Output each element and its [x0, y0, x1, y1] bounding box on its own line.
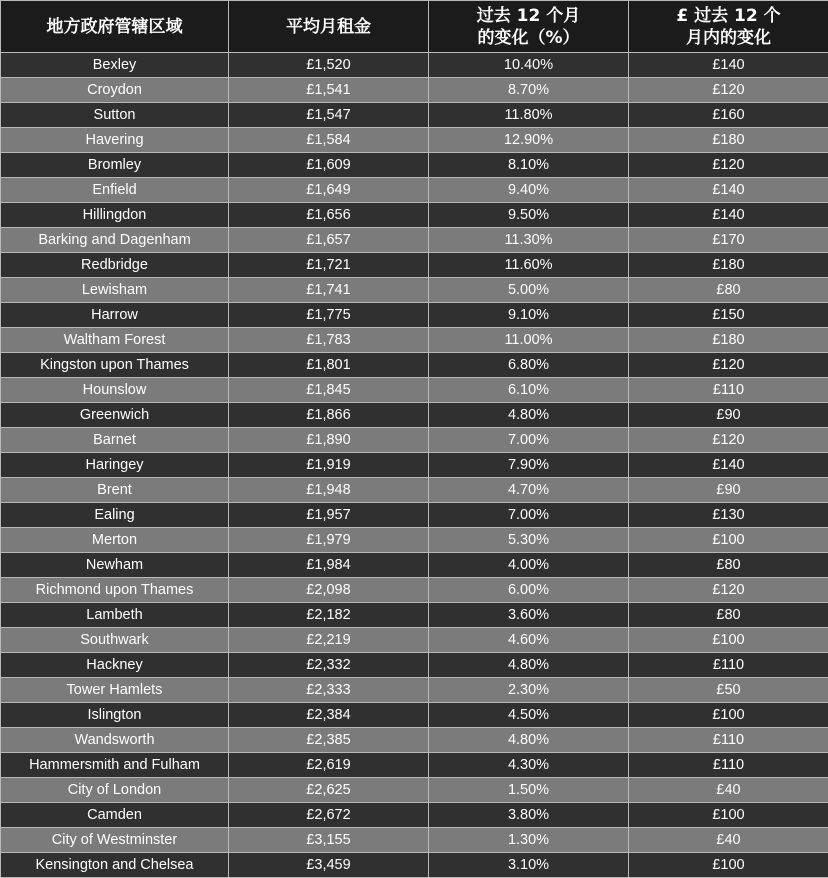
cell-borough: City of London	[1, 778, 229, 803]
cell-change-gbp: £110	[629, 653, 828, 678]
cell-avg-rent: £2,098	[229, 578, 429, 603]
cell-change-percent: 4.80%	[429, 403, 629, 428]
cell-borough: Islington	[1, 703, 229, 728]
cell-borough: Havering	[1, 128, 229, 153]
table-row	[1, 53, 828, 78]
cell-avg-rent: £2,619	[229, 753, 429, 778]
table-row	[1, 253, 828, 278]
cell-avg-rent: £1,721	[229, 253, 429, 278]
cell-change-percent: 2.30%	[429, 678, 629, 703]
table-row	[1, 403, 828, 428]
table-row	[1, 153, 828, 178]
cell-change-percent: 6.80%	[429, 353, 629, 378]
cell-change-gbp: £140	[629, 53, 828, 78]
cell-change-gbp: £100	[629, 628, 828, 653]
cell-change-percent: 12.90%	[429, 128, 629, 153]
table-row	[1, 378, 828, 403]
cell-change-percent: 1.30%	[429, 828, 629, 853]
table-row	[1, 478, 828, 503]
cell-borough: Newham	[1, 553, 229, 578]
cell-change-gbp: £180	[629, 253, 828, 278]
cell-change-percent: 4.70%	[429, 478, 629, 503]
table-row	[1, 553, 828, 578]
header-borough: 地方政府管辖区域	[1, 1, 229, 53]
cell-change-percent: 7.00%	[429, 428, 629, 453]
cell-avg-rent: £1,890	[229, 428, 429, 453]
cell-change-percent: 4.00%	[429, 553, 629, 578]
cell-change-percent: 5.00%	[429, 278, 629, 303]
cell-avg-rent: £1,984	[229, 553, 429, 578]
cell-avg-rent: £1,741	[229, 278, 429, 303]
cell-change-percent: 1.50%	[429, 778, 629, 803]
cell-change-percent: 8.10%	[429, 153, 629, 178]
cell-borough: Hounslow	[1, 378, 229, 403]
cell-change-gbp: £100	[629, 528, 828, 553]
cell-change-gbp: £180	[629, 128, 828, 153]
cell-borough: Bexley	[1, 53, 229, 78]
cell-borough: Haringey	[1, 453, 229, 478]
cell-avg-rent: £1,866	[229, 403, 429, 428]
cell-borough: Greenwich	[1, 403, 229, 428]
table-row	[1, 728, 828, 753]
cell-change-gbp: £100	[629, 853, 828, 878]
cell-borough: Barnet	[1, 428, 229, 453]
cell-change-percent: 4.60%	[429, 628, 629, 653]
table-row	[1, 103, 828, 128]
cell-change-gbp: £130	[629, 503, 828, 528]
cell-avg-rent: £1,541	[229, 78, 429, 103]
table-row	[1, 303, 828, 328]
header-change-percent: 过去 12 个月 的变化（%）	[429, 1, 629, 53]
cell-change-gbp: £140	[629, 453, 828, 478]
cell-avg-rent: £2,332	[229, 653, 429, 678]
cell-change-percent: 5.30%	[429, 528, 629, 553]
cell-change-gbp: £120	[629, 78, 828, 103]
cell-change-gbp: £140	[629, 203, 828, 228]
cell-borough: Hackney	[1, 653, 229, 678]
cell-avg-rent: £3,155	[229, 828, 429, 853]
cell-avg-rent: £3,459	[229, 853, 429, 878]
cell-change-percent: 11.00%	[429, 328, 629, 353]
header-avg-rent: 平均月租金	[229, 1, 429, 53]
cell-change-gbp: £160	[629, 103, 828, 128]
cell-avg-rent: £1,656	[229, 203, 429, 228]
cell-borough: City of Westminster	[1, 828, 229, 853]
cell-avg-rent: £2,625	[229, 778, 429, 803]
cell-change-gbp: £80	[629, 553, 828, 578]
table-row	[1, 228, 828, 253]
cell-borough: Kensington and Chelsea	[1, 853, 229, 878]
cell-change-gbp: £80	[629, 603, 828, 628]
cell-borough: Merton	[1, 528, 229, 553]
cell-change-percent: 4.80%	[429, 728, 629, 753]
table-row	[1, 853, 828, 878]
table-row	[1, 778, 828, 803]
cell-borough: Enfield	[1, 178, 229, 203]
cell-change-gbp: £150	[629, 303, 828, 328]
cell-change-gbp: £40	[629, 778, 828, 803]
table-row	[1, 453, 828, 478]
cell-avg-rent: £1,520	[229, 53, 429, 78]
cell-borough: Harrow	[1, 303, 229, 328]
cell-avg-rent: £1,979	[229, 528, 429, 553]
cell-borough: Ealing	[1, 503, 229, 528]
cell-change-gbp: £50	[629, 678, 828, 703]
cell-change-percent: 8.70%	[429, 78, 629, 103]
cell-change-percent: 7.00%	[429, 503, 629, 528]
cell-borough: Waltham Forest	[1, 328, 229, 353]
cell-avg-rent: £2,333	[229, 678, 429, 703]
cell-change-gbp: £120	[629, 153, 828, 178]
cell-change-gbp: £120	[629, 428, 828, 453]
cell-avg-rent: £2,385	[229, 728, 429, 753]
cell-change-gbp: £100	[629, 703, 828, 728]
cell-borough: Brent	[1, 478, 229, 503]
cell-avg-rent: £1,845	[229, 378, 429, 403]
cell-avg-rent: £1,547	[229, 103, 429, 128]
cell-change-gbp: £120	[629, 578, 828, 603]
table-row	[1, 753, 828, 778]
table-row	[1, 203, 828, 228]
cell-borough: Croydon	[1, 78, 229, 103]
table-row	[1, 278, 828, 303]
cell-change-percent: 4.80%	[429, 653, 629, 678]
cell-change-gbp: £170	[629, 228, 828, 253]
cell-borough: Kingston upon Thames	[1, 353, 229, 378]
cell-avg-rent: £2,384	[229, 703, 429, 728]
table-row	[1, 353, 828, 378]
cell-change-gbp: £110	[629, 753, 828, 778]
table-row	[1, 428, 828, 453]
table-row	[1, 578, 828, 603]
cell-change-percent: 4.30%	[429, 753, 629, 778]
cell-avg-rent: £1,649	[229, 178, 429, 203]
cell-borough: Lewisham	[1, 278, 229, 303]
cell-change-percent: 3.10%	[429, 853, 629, 878]
table-row	[1, 178, 828, 203]
cell-borough: Camden	[1, 803, 229, 828]
cell-change-percent: 7.90%	[429, 453, 629, 478]
cell-change-gbp: £40	[629, 828, 828, 853]
cell-avg-rent: £1,957	[229, 503, 429, 528]
cell-change-percent: 6.00%	[429, 578, 629, 603]
cell-borough: Richmond upon Thames	[1, 578, 229, 603]
table-row	[1, 328, 828, 353]
cell-change-percent: 9.10%	[429, 303, 629, 328]
cell-avg-rent: £1,584	[229, 128, 429, 153]
table-body	[1, 53, 828, 878]
cell-change-gbp: £110	[629, 378, 828, 403]
cell-avg-rent: £2,219	[229, 628, 429, 653]
cell-change-gbp: £110	[629, 728, 828, 753]
table-row	[1, 703, 828, 728]
cell-avg-rent: £1,775	[229, 303, 429, 328]
cell-change-percent: 11.60%	[429, 253, 629, 278]
cell-change-percent: 9.50%	[429, 203, 629, 228]
cell-avg-rent: £1,919	[229, 453, 429, 478]
table-row	[1, 503, 828, 528]
cell-avg-rent: £2,672	[229, 803, 429, 828]
cell-change-percent: 4.50%	[429, 703, 629, 728]
cell-borough: Barking and Dagenham	[1, 228, 229, 253]
cell-change-percent: 6.10%	[429, 378, 629, 403]
cell-borough: Tower Hamlets	[1, 678, 229, 703]
table-row	[1, 628, 828, 653]
table-row	[1, 828, 828, 853]
cell-change-percent: 10.40%	[429, 53, 629, 78]
cell-avg-rent: £2,182	[229, 603, 429, 628]
cell-borough: Bromley	[1, 153, 229, 178]
cell-change-percent: 11.30%	[429, 228, 629, 253]
cell-change-percent: 3.60%	[429, 603, 629, 628]
table-row	[1, 128, 828, 153]
table-row	[1, 653, 828, 678]
cell-change-percent: 9.40%	[429, 178, 629, 203]
cell-borough: Hammersmith and Fulham	[1, 753, 229, 778]
cell-change-gbp: £90	[629, 478, 828, 503]
cell-avg-rent: £1,609	[229, 153, 429, 178]
cell-borough: Lambeth	[1, 603, 229, 628]
cell-change-gbp: £140	[629, 178, 828, 203]
cell-borough: Redbridge	[1, 253, 229, 278]
cell-avg-rent: £1,657	[229, 228, 429, 253]
cell-change-gbp: £100	[629, 803, 828, 828]
cell-borough: Wandsworth	[1, 728, 229, 753]
cell-avg-rent: £1,801	[229, 353, 429, 378]
cell-avg-rent: £1,948	[229, 478, 429, 503]
cell-change-percent: 11.80%	[429, 103, 629, 128]
cell-borough: Southwark	[1, 628, 229, 653]
table-row	[1, 603, 828, 628]
header-row	[1, 1, 828, 53]
table-row	[1, 528, 828, 553]
cell-change-gbp: £120	[629, 353, 828, 378]
header-change-gbp: £ 过去 12 个 月内的变化	[629, 1, 828, 53]
cell-change-gbp: £90	[629, 403, 828, 428]
cell-change-gbp: £80	[629, 278, 828, 303]
table-header	[1, 1, 828, 53]
table-row	[1, 678, 828, 703]
cell-borough: Hillingdon	[1, 203, 229, 228]
table-row	[1, 78, 828, 103]
cell-change-percent: 3.80%	[429, 803, 629, 828]
cell-change-gbp: £180	[629, 328, 828, 353]
cell-borough: Sutton	[1, 103, 229, 128]
table-row	[1, 803, 828, 828]
cell-avg-rent: £1,783	[229, 328, 429, 353]
